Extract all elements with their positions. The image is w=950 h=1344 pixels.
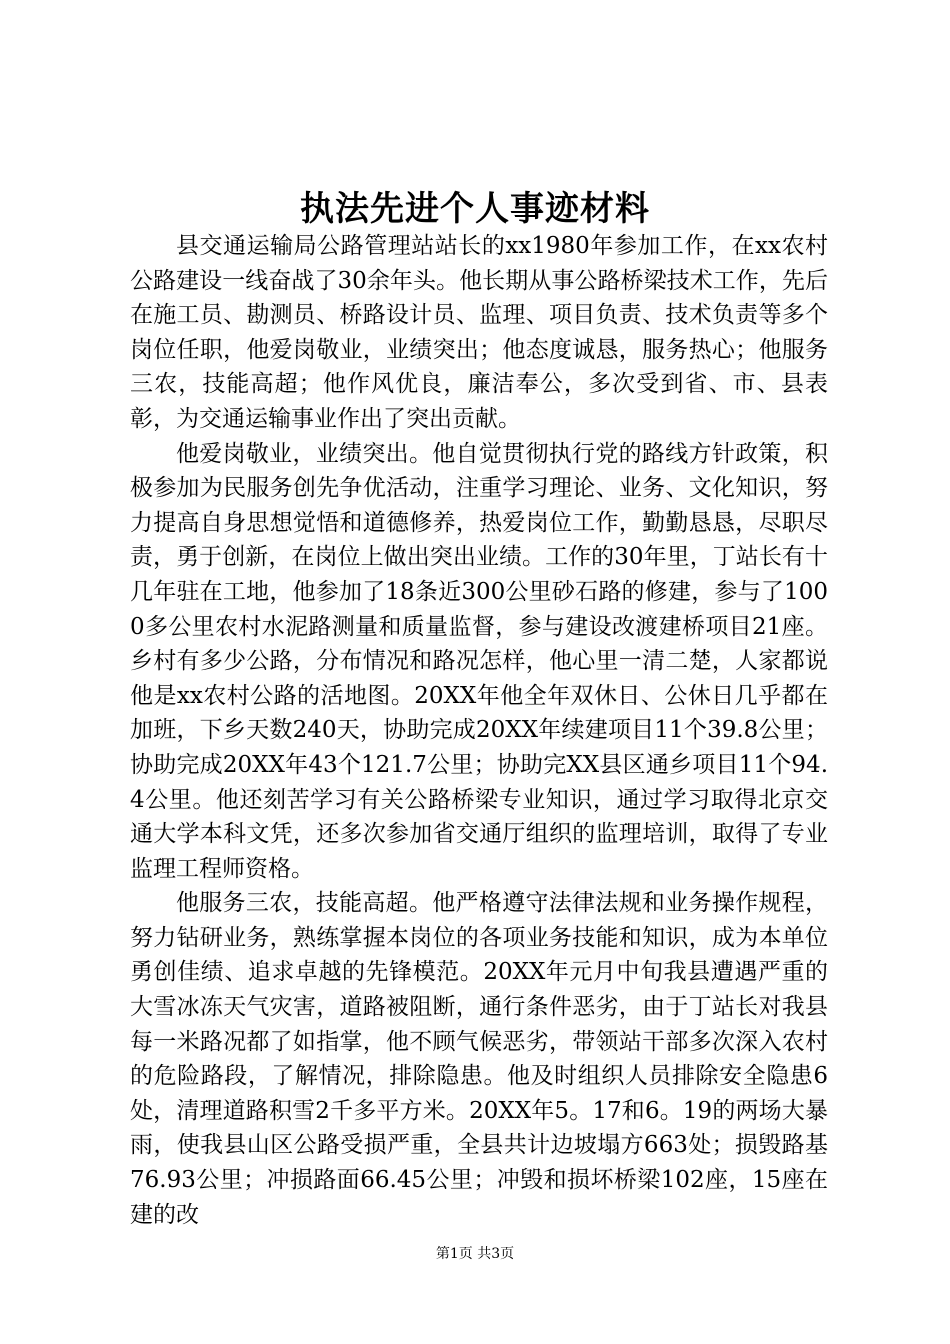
paragraph-1: 县交通运输局公路管理站站长的xx1980年参加工作，在xx农村公路建设一线奋战了30余年头。他长期从事公路桥梁技术工作，先后在施工员、勘测员、桥路设计员、监理、项目负责、技术负责等多个岗位任职，他爱岗敬业，业绩突出；他态度诚恳，服务热心；他服务三农，技能高超；他作风优良，廉洁奉公，多次受到省、市、县表彰，为交通运输事业作出了突出贡献。 — [130, 233, 828, 432]
page-title: 执法先进个人事迹材料 — [300, 189, 650, 229]
paragraph-2: 他爱岗敬业，业绩突出。他自觉贯彻执行党的路线方针政策，积极参加为民服务创先争优活动，注重学习理论、业务、文化知识，努力提高自身思想觉悟和道德修养，热爱岗位工作，勤勤恳恳，尽职尽责，勇于创新，在岗位上做出突出业绩。工作的30年里，丁站长有十几年驻在工地，他参加了18条近300公里砂石路的修建，参与了1000多公里农村水泥路测量和质量监督，参与建设改渡建桥项目21座。乡村有多少公路，分布情况和路况怎样，他心里一清二楚，人家都说他是xx农村公路的活地图。20XX年他全年双休日、公休日几乎都在加班，下乡天数240天，协助完成20XX年续建项目11个39.8公里；协助完成20XX年43个121.7公里；协助完XX县区通乡项目11个94.4公里。他还刻苦学习有关公路桥梁专业知识，通过学习取得北京交通大学本科文凭，还多次参加省交通厅组织的监理培训，取得了专业监理工程师资格。 — [130, 440, 828, 882]
paragraph-3: 他服务三农，技能高超。他严格遵守法律法规和业务操作规程，努力钻研业务，熟练掌握本岗位的各项业务技能和知识，成为本单位勇创佳绩、追求卓越的先锋模范。20XX年元月中旬我县遭遇严重的大雪冰冻天气灾害，道路被阻断，通行条件恶劣，由于丁站长对我县每一米路况都了如指掌，他不顾气候恶劣，带领站干部多次深入农村的危险路段，了解情况，排除隐患。他及时组织人员排除安全隐患6处，清理道路积雪2千多平方米。20XX年5。17和6。19的两场大暴雨，使我县山区公路受损严重，全县共计边坡塌方663处；损毁路基76.93公里；冲损路面66.45公里；冲毁和损坏桥梁102座，15座在建的改 — [130, 890, 828, 1228]
page-footer: 第1页 共3页 — [435, 1246, 515, 1262]
body-text — [130, 229, 828, 1232]
